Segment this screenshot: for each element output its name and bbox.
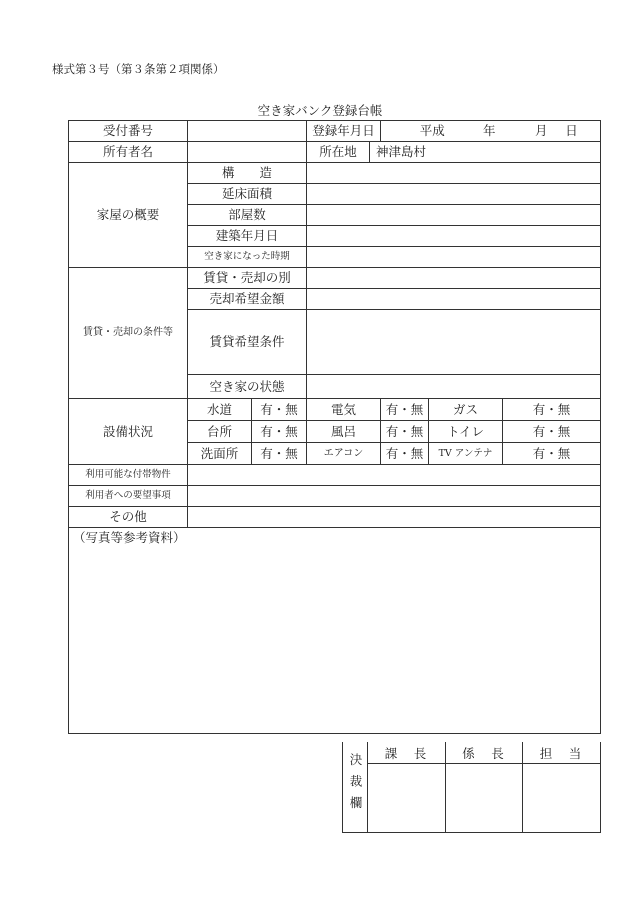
- facility-availability[interactable]: 有・無: [252, 421, 307, 443]
- available-items-row: [69, 465, 601, 486]
- facility-availability[interactable]: 有・無: [381, 421, 429, 443]
- document-title: 空き家バンク登録台帳: [257, 103, 383, 118]
- available-items-field[interactable]: [188, 465, 601, 486]
- vacant-since-field[interactable]: [307, 247, 601, 268]
- location-field[interactable]: 神津島村: [370, 142, 601, 163]
- subsection-chief-stamp[interactable]: [446, 764, 523, 833]
- registration-date-field[interactable]: [381, 121, 601, 142]
- facility-availability[interactable]: 有・無: [503, 443, 601, 465]
- owner-row: [69, 142, 601, 163]
- facility-name: 電気: [307, 399, 381, 421]
- owner-field[interactable]: [188, 142, 307, 163]
- rent-conditions-label: 賃貸希望条件: [188, 310, 307, 375]
- structure-label: 構 造: [188, 163, 307, 184]
- in-charge-label: 担 当: [523, 742, 601, 764]
- user-requests-label: 利用者への要望事項: [69, 486, 188, 507]
- rent-conditions-field[interactable]: [307, 310, 601, 375]
- day-label: 日: [565, 123, 578, 138]
- facilities-row: [69, 399, 601, 421]
- section-chief-stamp[interactable]: [368, 764, 446, 833]
- rent-or-sale-label: 賃貸・売却の別: [188, 268, 307, 289]
- sale-price-field[interactable]: [307, 289, 601, 310]
- vacant-state-label: 空き家の状態: [188, 375, 307, 399]
- receipt-row: [69, 121, 601, 142]
- other-row: [69, 507, 601, 528]
- facility-availability[interactable]: 有・無: [503, 421, 601, 443]
- structure-field[interactable]: [307, 163, 601, 184]
- facility-name: ガス: [429, 399, 503, 421]
- section-chief-label: 課 長: [368, 742, 446, 764]
- other-label: その他: [69, 507, 188, 528]
- year-label: 年: [483, 123, 496, 138]
- rooms-label: 部屋数: [188, 205, 307, 226]
- photo-reference-area[interactable]: [69, 528, 601, 734]
- built-date-label: 建築年月日: [188, 226, 307, 247]
- facility-name: 洗面所: [188, 443, 252, 465]
- facility-availability[interactable]: 有・無: [252, 443, 307, 465]
- location-label: 所在地: [307, 142, 370, 163]
- facility-availability[interactable]: 有・無: [503, 399, 601, 421]
- facility-name: 風呂: [307, 421, 381, 443]
- approval-column-label: 決裁欄: [348, 753, 363, 818]
- built-date-field[interactable]: [307, 226, 601, 247]
- facilities-label: 設備状況: [69, 399, 188, 465]
- user-requests-field[interactable]: [188, 486, 601, 507]
- approval-table: [342, 742, 601, 833]
- rent-or-sale-field[interactable]: [307, 268, 601, 289]
- vacant-since-label: 空き家になった時期: [188, 247, 307, 268]
- rent-or-sale-row: [69, 268, 601, 289]
- approval-column-label-cell: [343, 742, 368, 833]
- in-charge-stamp[interactable]: [523, 764, 601, 833]
- other-field[interactable]: [188, 507, 601, 528]
- photo-reference-row: [69, 528, 601, 734]
- registration-date-label: 登録年月日: [307, 121, 381, 142]
- rooms-field[interactable]: [307, 205, 601, 226]
- subsection-chief-label: 係 長: [446, 742, 523, 764]
- form-number: 様式第３号（第３条第２項関係）: [52, 62, 225, 76]
- owner-label: 所有者名: [69, 142, 188, 163]
- available-items-label: 利用可能な付帯物件: [69, 465, 188, 486]
- month-label: 月: [535, 123, 548, 138]
- facility-name: 水道: [188, 399, 252, 421]
- house-overview-label: 家屋の概要: [69, 163, 188, 268]
- sale-price-label: 売却希望金額: [188, 289, 307, 310]
- floor-area-label: 延床面積: [188, 184, 307, 205]
- rental-conditions-label: 賃貸・売却の条件等: [69, 268, 188, 399]
- registration-ledger-table: [68, 120, 601, 734]
- floor-area-field[interactable]: [307, 184, 601, 205]
- receipt-number-label: 受付番号: [69, 121, 188, 142]
- vacant-state-field[interactable]: [307, 375, 601, 399]
- user-requests-row: [69, 486, 601, 507]
- era-label: 平成: [419, 123, 445, 138]
- facility-availability[interactable]: 有・無: [252, 399, 307, 421]
- structure-row: [69, 163, 601, 184]
- receipt-number-field[interactable]: [188, 121, 307, 142]
- facility-name: 台所: [188, 421, 252, 443]
- facility-name: TV アンテナ: [429, 443, 503, 465]
- facility-availability[interactable]: 有・無: [381, 443, 429, 465]
- facility-availability[interactable]: 有・無: [381, 399, 429, 421]
- photo-reference-label: （写真等参考資料）: [73, 530, 186, 545]
- facility-name: エアコン: [307, 443, 381, 465]
- facility-name: トイレ: [429, 421, 503, 443]
